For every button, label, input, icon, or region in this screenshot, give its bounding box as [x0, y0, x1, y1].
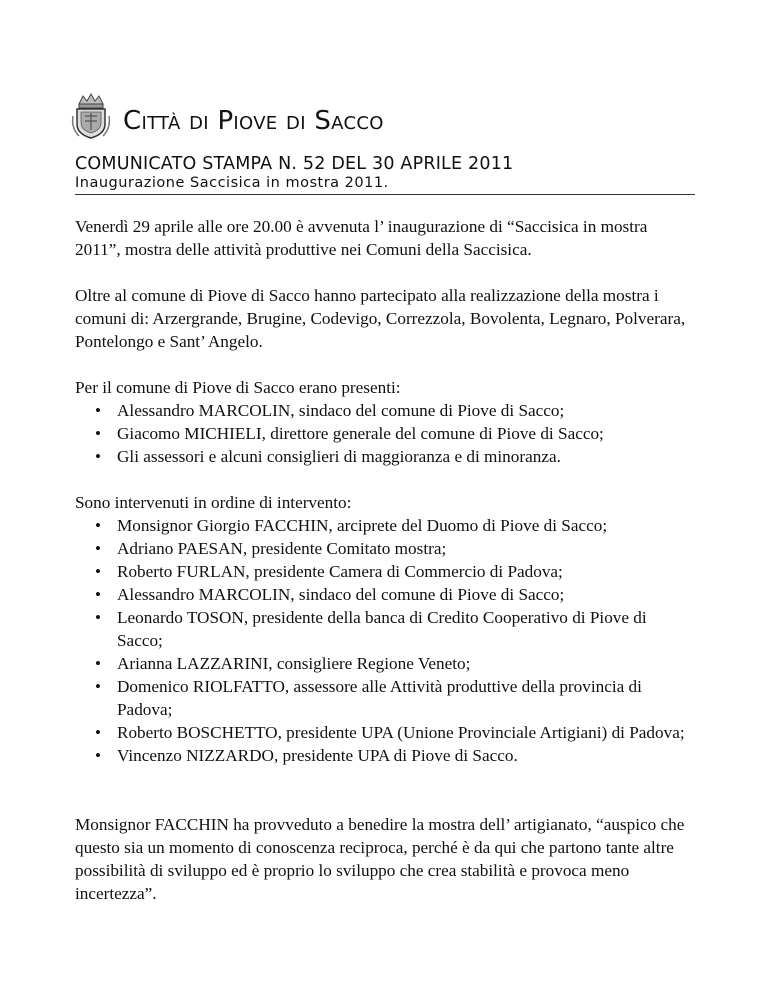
paragraph-participants: Oltre al comune di Piove di Sacco hanno partecipato alla realizzazione della mostra i comuni di: Arzergrande, Brugine, Codevigo, Correzzola, Bovolenta, Legnaro, Polverara, Pontelongo e Sant’ Angelo.: [75, 286, 686, 351]
press-release-title: COMUNICATO STAMPA N. 52 DEL 30 APRILE 2011: [75, 154, 514, 174]
list-item: • Arianna LAZZARINI, consigliere Regione Veneto;: [117, 652, 695, 675]
city-title: Città di Piove di Sacco: [123, 106, 384, 136]
document-header: [75, 88, 695, 140]
list-item: • Vincenzo NIZZARDO, presidente UPA di Piove di Sacco.: [117, 744, 695, 767]
list-item: • Alessandro MARCOLIN, sindaco del comune di Piove di Sacco;: [117, 399, 695, 422]
list-item: • Leonardo TOSON, presidente della banca di Credito Cooperativo di Piove di Sacco;: [117, 606, 695, 652]
list-item: • Roberto FURLAN, presidente Camera di Commercio di Padova;: [117, 560, 695, 583]
list-item: • Gli assessori e alcuni consiglieri di maggioranza e di minoranza.: [117, 445, 695, 468]
document-page: [75, 88, 695, 905]
list-item: • Giacomo MICHIELI, direttore generale del comune di Piove di Sacco;: [117, 422, 695, 445]
city-crest-icon: [71, 92, 111, 140]
list-item: • Roberto BOSCHETTO, presidente UPA (Unione Provinciale Artigiani) di Padova;: [117, 721, 695, 744]
speakers-list: [75, 514, 695, 767]
paragraph-present-intro: Per il comune di Piove di Sacco erano presenti:: [75, 378, 401, 397]
present-list: [75, 399, 695, 468]
list-item: • Domenico RIOLFATTO, assessore alle Attività produttive della provincia di Padova;: [117, 675, 695, 721]
press-release-subtitle: Inaugurazione Saccisica in mostra 2011.: [75, 175, 695, 195]
paragraph-speakers-intro: Sono intervenuti in ordine di intervento:: [75, 493, 352, 512]
list-item: • Alessandro MARCOLIN, sindaco del comune di Piove di Sacco;: [117, 583, 695, 606]
list-item: • Monsignor Giorgio FACCHIN, arciprete del Duomo di Piove di Sacco;: [117, 514, 695, 537]
paragraph-blessing: Monsignor FACCHIN ha provveduto a benedire la mostra dell’ artigianato, “auspico che questo sia un momento di conoscenza reciproca, perché è da qui che partono tante altre possibilità di sviluppo ed è proprio lo sviluppo che crea stabilità e provoca meno incertezza”.: [75, 815, 685, 903]
paragraph-inauguration: Venerdì 29 aprile alle ore 20.00 è avvenuta l’ inaugurazione di “Saccisica in mostra 2011”, mostra delle attività produttive nei Comuni della Saccisica.: [75, 217, 648, 259]
list-item: • Adriano PAESAN, presidente Comitato mostra;: [117, 537, 695, 560]
